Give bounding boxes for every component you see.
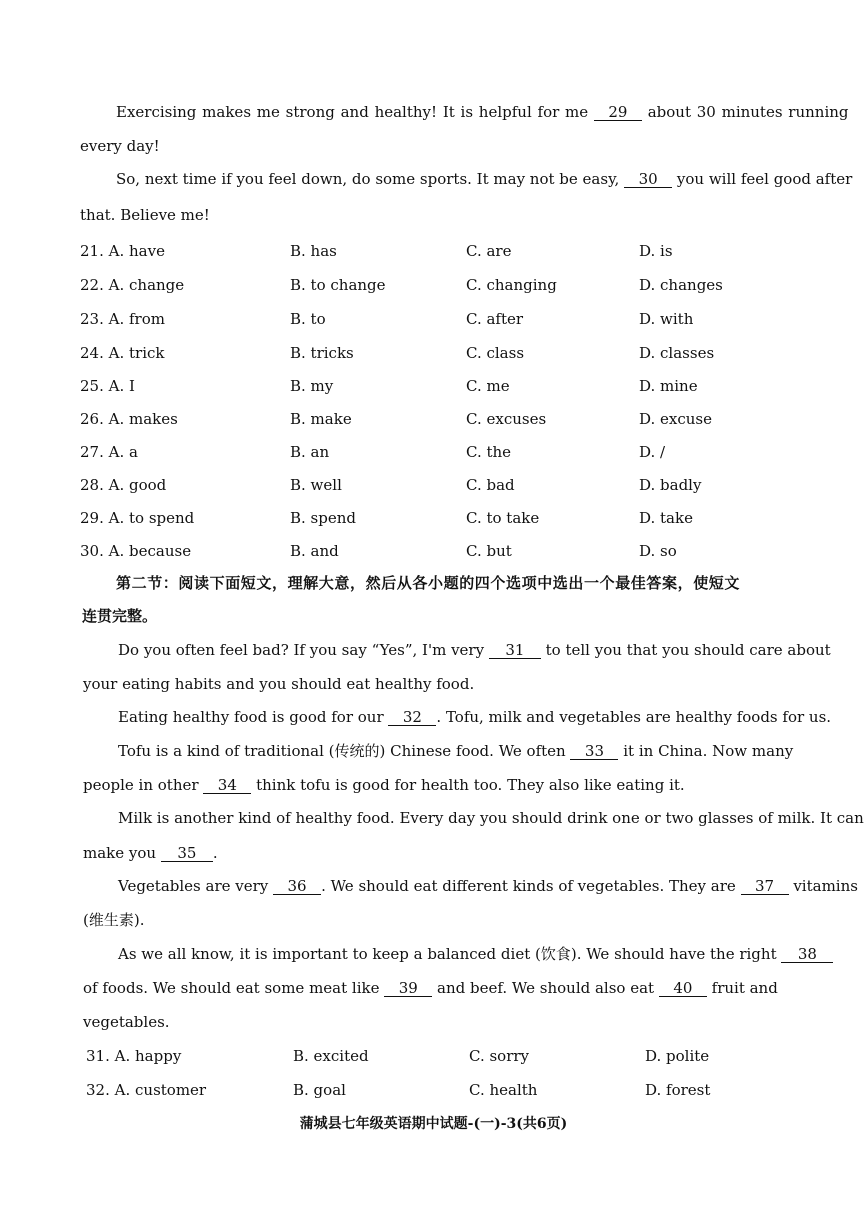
passage2-line-f3: vegetables. bbox=[83, 1013, 170, 1031]
question-number-a: 29. A. to spend bbox=[80, 509, 195, 527]
option-d: D. with bbox=[639, 310, 694, 328]
question-number-a: 27. A. a bbox=[80, 443, 138, 461]
option-b: B. my bbox=[290, 377, 334, 395]
option-b: B. make bbox=[290, 410, 352, 428]
passage2-line-a2: your eating habits and you should eat healthy food. bbox=[83, 675, 475, 693]
passage1-line2: every day! bbox=[80, 137, 160, 155]
question-row bbox=[86, 1047, 806, 1065]
option-c: C. the bbox=[466, 443, 512, 461]
blank-31: 31 bbox=[489, 643, 541, 659]
passage2-line-e1 bbox=[118, 878, 858, 895]
option-d: D. polite bbox=[645, 1047, 710, 1065]
option-c: C. changing bbox=[466, 276, 557, 294]
passage2-line-c2 bbox=[83, 777, 685, 794]
text-segment: and beef. We should also eat bbox=[437, 979, 655, 997]
passage2-line-f2 bbox=[83, 980, 778, 997]
option-c: C. after bbox=[466, 310, 524, 328]
question-number-a: 28. A. good bbox=[80, 476, 167, 494]
blank-33: 33 bbox=[570, 744, 618, 760]
text-segment: Eating healthy food is good for our bbox=[118, 708, 384, 726]
question-number-a: 24. A. trick bbox=[80, 344, 165, 362]
question-row bbox=[80, 509, 800, 527]
question-row bbox=[80, 410, 800, 428]
option-b: B. has bbox=[290, 242, 337, 260]
question-number-a: 26. A. makes bbox=[80, 410, 178, 428]
section2-instruction-line2: 连贯完整。 bbox=[82, 607, 158, 625]
option-c: C. me bbox=[466, 377, 510, 395]
blank-36: 36 bbox=[273, 879, 321, 895]
section2-instruction-line1: 第二节：阅读下面短文，理解大意，然后从各小题的四个选项中选出一个最佳答案，使短文 bbox=[116, 574, 741, 592]
question-number-a: 31. A. happy bbox=[86, 1047, 182, 1065]
question-row bbox=[86, 1081, 806, 1099]
blank-32: 32 bbox=[388, 710, 436, 726]
option-d: D. / bbox=[639, 443, 666, 461]
passage2-line-b1 bbox=[118, 709, 831, 726]
option-d: D. changes bbox=[639, 276, 723, 294]
passage2-line-c1 bbox=[118, 743, 793, 760]
text-segment: vitamins bbox=[793, 877, 858, 895]
text-segment: Vegetables are very bbox=[118, 877, 269, 895]
option-b: B. spend bbox=[290, 509, 356, 527]
option-b: B. to change bbox=[290, 276, 386, 294]
option-b: B. well bbox=[290, 476, 342, 494]
passage2-line-f1 bbox=[118, 946, 833, 963]
blank-34: 34 bbox=[203, 778, 251, 794]
text-segment: fruit and bbox=[711, 979, 778, 997]
option-b: B. goal bbox=[293, 1081, 346, 1099]
passage2-line-d2 bbox=[83, 845, 218, 862]
passage2-line-d1: Milk is another kind of healthy food. Every day you should drink one or two glasses of milk. It can bbox=[118, 809, 864, 827]
text-segment: think tofu is good for health too. They also like eating it. bbox=[256, 776, 685, 794]
question-number-a: 22. A. change bbox=[80, 276, 185, 294]
question-row bbox=[80, 377, 800, 395]
text-segment: of foods. We should eat some meat like bbox=[83, 979, 380, 997]
text-segment: people in other bbox=[83, 776, 199, 794]
page-footer: 蒲城县七年级英语期中试题-(一)-3(共6页) bbox=[299, 1116, 568, 1132]
option-c: C. class bbox=[466, 344, 525, 362]
option-c: C. to take bbox=[466, 509, 540, 527]
question-row bbox=[80, 542, 800, 560]
question-number-a: 30. A. because bbox=[80, 542, 192, 560]
option-d: D. take bbox=[639, 509, 693, 527]
text-segment: Do you often feel bad? If you say “Yes”, I'm very bbox=[118, 641, 485, 659]
text-segment: to tell you that you should care about bbox=[545, 641, 831, 659]
question-number-a: 23. A. from bbox=[80, 310, 165, 328]
question-number-a: 25. A. I bbox=[80, 377, 135, 395]
text-segment: make you bbox=[83, 844, 157, 862]
question-number-a: 21. A. have bbox=[80, 242, 165, 260]
text-segment: it in China. Now many bbox=[623, 742, 794, 760]
text-segment: Exercising makes me strong and healthy! It is helpful for me bbox=[116, 103, 589, 121]
text-segment: . bbox=[212, 844, 218, 862]
blank-39: 39 bbox=[384, 981, 432, 997]
passage1-line4: that. Believe me! bbox=[80, 206, 210, 224]
option-c: C. but bbox=[466, 542, 512, 560]
option-c: C. sorry bbox=[469, 1047, 530, 1065]
blank-29: 29 bbox=[594, 105, 642, 121]
blank-40: 40 bbox=[659, 981, 707, 997]
option-d: D. so bbox=[639, 542, 677, 560]
option-b: B. and bbox=[290, 542, 339, 560]
question-row bbox=[80, 476, 800, 494]
question-row bbox=[80, 242, 800, 260]
option-c: C. are bbox=[466, 242, 512, 260]
option-d: D. badly bbox=[639, 476, 702, 494]
text-segment: about 30 minutes running bbox=[647, 103, 849, 121]
passage1-line1 bbox=[116, 104, 849, 121]
option-b: B. tricks bbox=[290, 344, 354, 362]
passage1-line3 bbox=[116, 171, 852, 188]
option-b: B. excited bbox=[293, 1047, 369, 1065]
text-segment: As we all know, it is important to keep a balanced diet (饮食). We should have the right bbox=[118, 945, 777, 963]
passage2-line-e2: (维生素). bbox=[83, 911, 145, 929]
blank-38: 38 bbox=[781, 947, 833, 963]
text-segment: . We should eat different kinds of vegetables. They are bbox=[321, 877, 736, 895]
blank-37: 37 bbox=[741, 879, 789, 895]
option-b: B. to bbox=[290, 310, 326, 328]
text-segment: . Tofu, milk and vegetables are healthy foods for us. bbox=[436, 708, 832, 726]
question-row bbox=[80, 310, 800, 328]
text-segment: Tofu is a kind of traditional (传统的) Chinese food. We often bbox=[118, 742, 566, 760]
option-c: C. health bbox=[469, 1081, 538, 1099]
passage2-line-a1 bbox=[118, 642, 831, 659]
blank-35: 35 bbox=[161, 846, 213, 862]
question-row bbox=[80, 344, 800, 362]
question-row bbox=[80, 276, 800, 294]
question-number-a: 32. A. customer bbox=[86, 1081, 207, 1099]
blank-30: 30 bbox=[624, 172, 672, 188]
option-d: D. mine bbox=[639, 377, 698, 395]
text-segment: you will feel good after bbox=[676, 170, 853, 188]
option-b: B. an bbox=[290, 443, 330, 461]
option-d: D. classes bbox=[639, 344, 715, 362]
option-c: C. excuses bbox=[466, 410, 547, 428]
question-row bbox=[80, 443, 800, 461]
option-d: D. excuse bbox=[639, 410, 713, 428]
text-segment: So, next time if you feel down, do some sports. It may not be easy, bbox=[116, 170, 620, 188]
option-d: D. forest bbox=[645, 1081, 711, 1099]
option-c: C. bad bbox=[466, 476, 515, 494]
option-d: D. is bbox=[639, 242, 673, 260]
